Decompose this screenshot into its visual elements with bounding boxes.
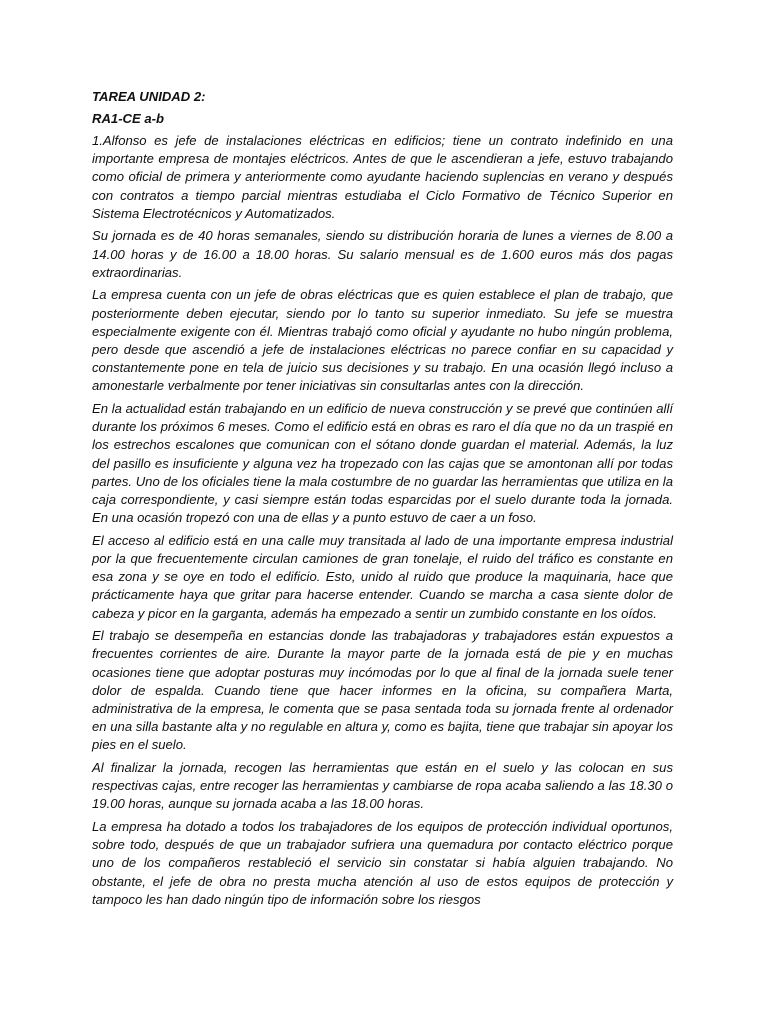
document-title: TAREA UNIDAD 2: [92, 89, 206, 104]
paragraph-7: Al finalizar la jornada, recogen las herramientas que están en el suelo y las colocan en sus respectivas cajas, entre recoger las herramientas y cambiarse de ropa acaba saliendo a las 18.30 o 19.00 horas, aunque su jornada acaba a las 18.00 horas. [92, 760, 673, 812]
paragraph-2: Su jornada es de 40 horas semanales, siendo su distribución horaria de lunes a viernes de 8.00 a 14.00 horas y de 16.00 a 18.00 horas. Su salario mensual es de 1.600 euros más dos pagas extraordinarias. [92, 228, 673, 280]
paragraph-3: La empresa cuenta con un jefe de obras eléctricas que es quien establece el plan de trabajo, que posteriormente deben ejecutar, siendo por lo tanto su superior inmediato. Su jefe se muestra especialmente exigente con él. Mientras trabajó como oficial y ayudante no hubo ningún problema, pero desde que ascendió a jefe de instalaciones eléctricas no parece confiar en su capacidad y constantemente pone en tela de juicio sus decisiones y su trabajo. En una ocasión llegó incluso a amonestarle verbalmente por tener iniciativas sin consultarlas antes con la dirección. [92, 287, 673, 394]
paragraph-8: La empresa ha dotado a todos los trabajadores de los equipos de protección individual oportunos, sobre todo, después de que un trabajador sufriera una quemadura por contacto eléctrico porque uno de los compañeros restableció el servicio sin constatar si había alguien trabajando. No obstante, el jefe de obra no presta mucha atención al uso de estos equipos de protección y tampoco les han dado ningún tipo de información sobre los riesgos [92, 819, 673, 907]
paragraph-6: El trabajo se desempeña en estancias donde las trabajadoras y trabajadores están expuestos a frecuentes corrientes de aire. Durante la mayor parte de la jornada está de pie y en muchas ocasiones tiene que adoptar posturas muy incómodas por lo que al final de la jornada suele tener dolor de espalda. Cuando tiene que hacer informes en la oficina, su compañera Marta, administrativa de la empresa, le comenta que se pasa sentada toda su jornada frente al ordenador en una silla bastante alta y no regulable en altura y, como es bajita, tiene que trabajar sin apoyar los pies en el suelo. [92, 628, 673, 753]
paragraph-1: 1.Alfonso es jefe de instalaciones eléctricas en edificios; tiene un contrato indefinido en una importante empresa de montajes eléctricos. Antes de que le ascendieran a jefe, estuvo trabajando como oficial de primera y anteriormente como ayudante haciendo suplencias en verano y después con contratos a tiempo parcial mientras estudiaba el Ciclo Formativo de Técnico Superior en Sistema Electrotécnicos y Automatizados. [92, 133, 673, 221]
paragraph-5: El acceso al edificio está en una calle muy transitada al lado de una importante empresa industrial por la que frecuentemente circulan camiones de gran tonelaje, el ruido del tráfico es constante en esa zona y se oye en todo el edificio. Esto, unido al ruido que produce la maquinaria, hace que prácticamente haya que gritar para hacerse entender. Cuando se marcha a casa siente dolor de cabeza y picor en la garganta, además ha empezado a sentir un zumbido constante en los oídos. [92, 532, 673, 621]
paragraph-4: En la actualidad están trabajando en un edificio de nueva construcción y se prevé que continúen allí durante los próximos 6 meses. Como el edificio está en obras es raro el día que no da un traspié en los estrechos escalones que comunican con el sótano donde guardan el material. Además, la luz del pasillo es insuficiente y alguna vez ha tropezado con las cajas que se amontonan allí por todas partes. Uno de los oficiales tiene la mala costumbre de no guardar las herramientas que utiliza en la caja correspondiente, y casi siempre están todas esparcidas por el suelo durante toda la jornada. En una ocasión tropezó con una de ellas y a punto estuvo de caer a un foso. [92, 401, 673, 526]
document-page [92, 88, 673, 913]
document-subtitle: RA1-CE a-b [92, 111, 165, 126]
